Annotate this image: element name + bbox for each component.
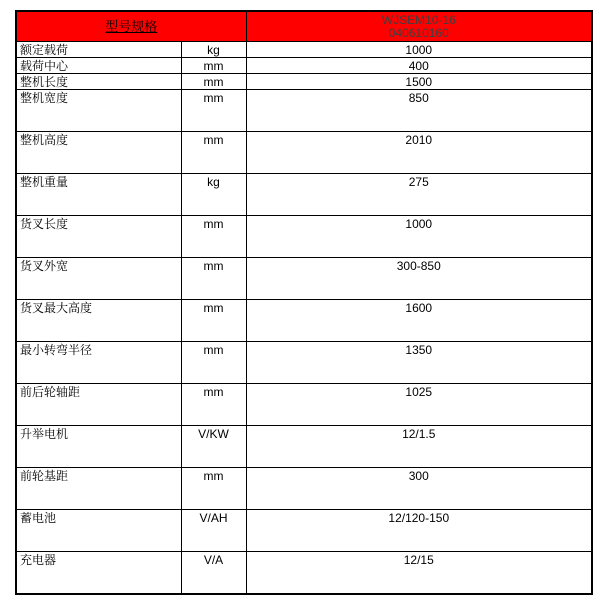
spec-unit: kg [181,42,246,58]
spec-label: 货叉外宽 [16,258,181,300]
spec-unit: mm [181,258,246,300]
table-row [16,58,592,74]
spec-label: 前后轮轴距 [16,384,181,426]
table-row [16,258,592,300]
spec-value: 12/1.5 [246,426,592,468]
spec-label: 额定载荷 [16,42,181,58]
spec-unit: V/A [181,552,246,594]
table-row [16,426,592,468]
spec-value: 1000 [246,216,592,258]
spec-label: 充电器 [16,552,181,594]
spec-label: 整机高度 [16,132,181,174]
table-header-row [16,11,592,42]
spec-unit: mm [181,216,246,258]
spec-unit: mm [181,468,246,510]
model-spec-title: 型号规格 [105,18,158,34]
table-row [16,510,592,552]
spec-table [15,10,593,595]
spec-value: 2010 [246,132,592,174]
table-row [16,132,592,174]
table-row [16,342,592,384]
header-model-spec-cell [16,11,246,42]
spec-value: 300-850 [246,258,592,300]
spec-value: 1600 [246,300,592,342]
spec-label: 整机宽度 [16,90,181,132]
table-row [16,42,592,58]
table-row [16,552,592,594]
spec-value: 12/120-150 [246,510,592,552]
spec-unit: V/KW [181,426,246,468]
spec-label: 蓄电池 [16,510,181,552]
spec-unit: mm [181,300,246,342]
spec-unit: mm [181,384,246,426]
spec-value: 1000 [246,42,592,58]
spec-label: 最小转弯半径 [16,342,181,384]
spec-value: 275 [246,174,592,216]
table-row [16,174,592,216]
header-model-value-cell [246,11,592,42]
spec-label: 前轮基距 [16,468,181,510]
serial-number: 040610160 [388,25,449,40]
table-row [16,384,592,426]
spec-label: 货叉最大高度 [16,300,181,342]
spec-value: 400 [246,58,592,74]
spec-value: 12/15 [246,552,592,594]
spec-value: 850 [246,90,592,132]
spec-value: 1025 [246,384,592,426]
model-number: WJSEM10-16 [381,12,456,27]
spec-label: 载荷中心 [16,58,181,74]
spec-label: 整机重量 [16,174,181,216]
table-row [16,216,592,258]
spec-value: 300 [246,468,592,510]
spec-unit: mm [181,342,246,384]
table-row [16,468,592,510]
table-row [16,74,592,90]
table-row [16,90,592,132]
spec-value: 1350 [246,342,592,384]
spec-label: 升举电机 [16,426,181,468]
spec-unit: mm [181,74,246,90]
spec-label: 整机长度 [16,74,181,90]
spec-table-body [16,42,592,594]
table-row [16,300,592,342]
spec-unit: V/AH [181,510,246,552]
spec-unit: mm [181,58,246,74]
spec-unit: mm [181,132,246,174]
spec-unit: kg [181,174,246,216]
spec-unit: mm [181,90,246,132]
spec-label: 货叉长度 [16,216,181,258]
spec-value: 1500 [246,74,592,90]
